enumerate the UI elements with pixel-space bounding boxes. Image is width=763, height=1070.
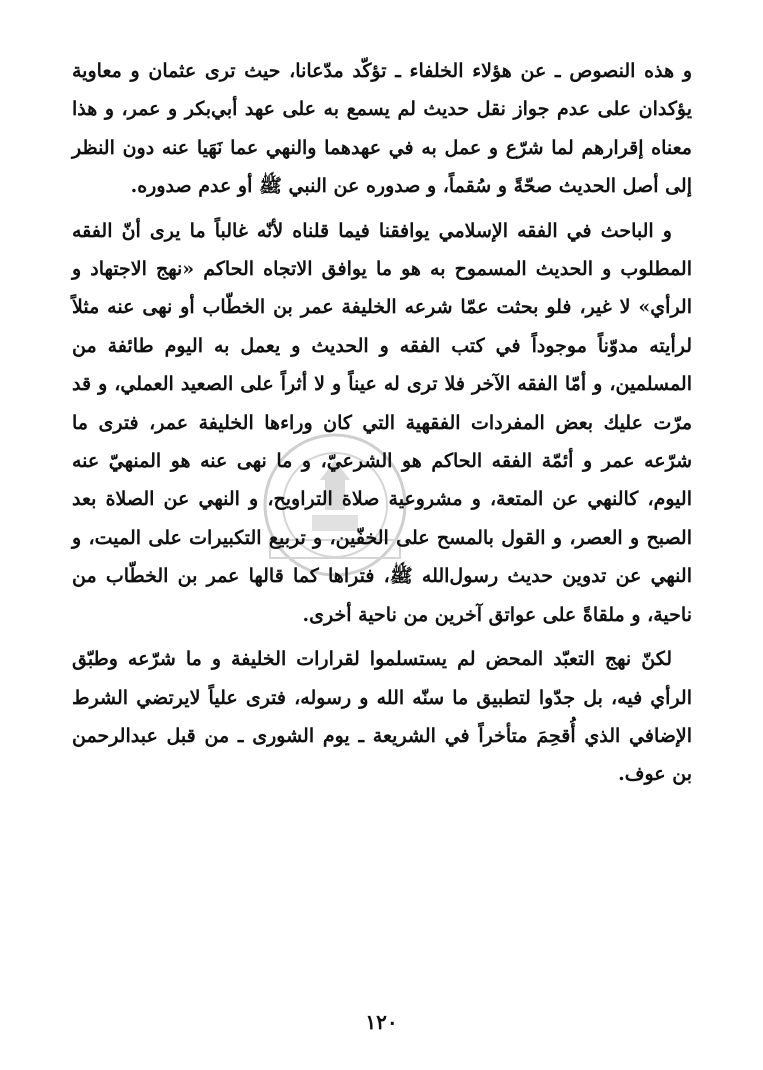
document-body <box>72 52 692 794</box>
paragraph-2: و الباحث في الفقه الإسلامي يوافقنا فيما قلناه لأنّه غالباً ما يرى أنّ الفقه المطلوب و الحديث المسموح به هو ما يوافق الاتجاه الحاكم «نهج الاجتهاد و الرأي» لا غير، فلو بحثت عمّا شرعه الخليفة عمر بن الخطّاب أو نهى عنه مثلاً لرأيته مدوّناً موجوداً في كتب الفقه و الحديث و يعمل به اليوم طائفة من المسلمين، و أمّا الفقه الآخر فلا ترى له عيناً و لا أثراً على الصعيد العملي، و قد مرّت عليك بعض المفردات الفقهية التي كان وراءها الخليفة عمر، فترى ما شرّعه عمر و أئمّة الفقه الحاكم هو الشرعيّ، و ما نهى عنه هو المنهيّ عنه اليوم، كالنهي عن المتعة، و مشروعية صلاة التراويح، و النهي عن الصلاة بعد الصبح و العصر، و القول بالمسح على الخفّين، و تربيع التكبيرات على الميت، و النهي عن تدوين حديث رسول‌الله ﷺ، فتراها كما قالها عمر بن الخطّاب من ناحية، و ملقاةً على عواتق آخرين من ناحية أخرى. <box>72 219 692 626</box>
paragraph-1: و هذه النصوص ـ عن هؤلاء الخلفاء ـ تؤكّد مدّعانا، حيث ترى عثمان و معاوية يؤكدان على عدم جواز نقل حديث لم يسمع به على عهد أبي‌بكر و عمر، و هذا معناه إقرارهم لما شرّع و عمل به في عهدهما والنهي عما نَهَيا عنه دون النظر إلى أصل الحديث صحّةً و سُقماً، و صدوره عن النبي ﷺ أو عدم صدوره. <box>72 60 692 198</box>
paragraph-3: لكنّ نهج التعبّد المحض لم يستسلموا لقرارات الخليفة و ما شرّعه وطبّق الرأي فيه، بل جدّوا لتطبيق ما سنّه الله و رسوله، فترى علياً لايرتضي الشرط الإضافي الذي أُقحِمَ متأخراً في الشريعة ـ يوم الشورى ـ من قبل عبدالرحمن بن عوف. <box>72 648 692 786</box>
page-number: ١٢٠ <box>365 1010 398 1034</box>
